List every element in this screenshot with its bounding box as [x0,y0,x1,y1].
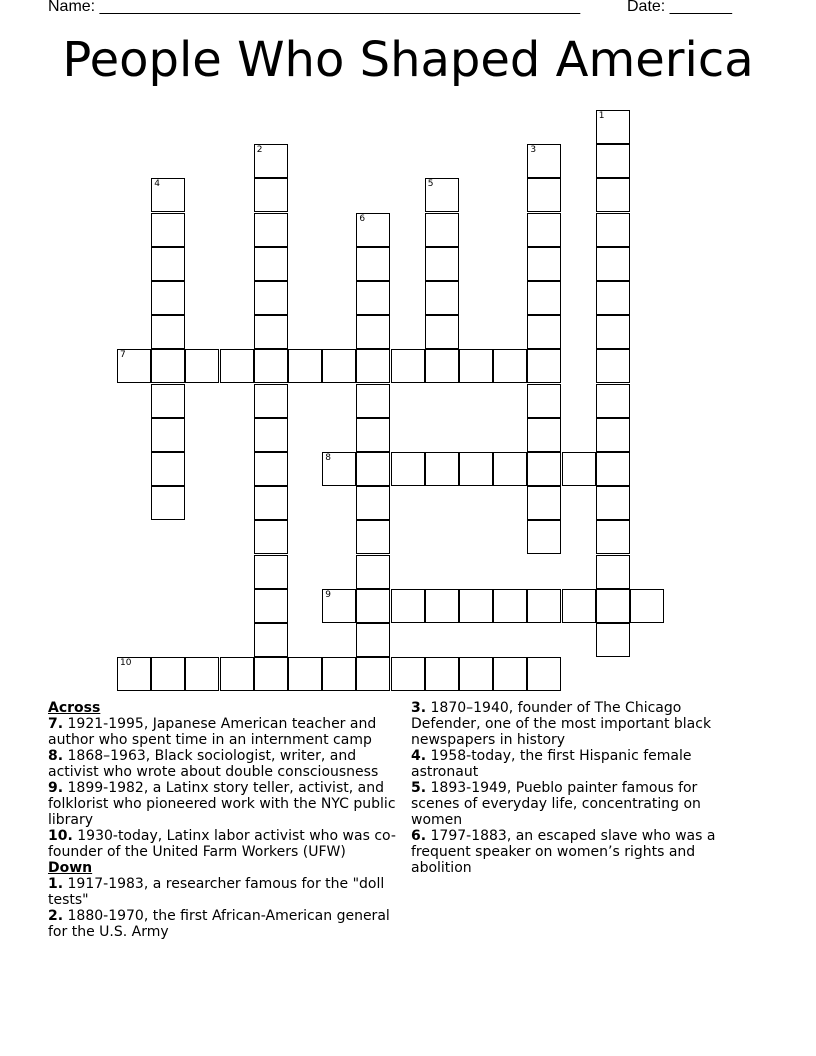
clue-number: 10. [48,828,73,844]
grid-cell[interactable] [220,349,254,383]
grid-cell[interactable] [596,144,630,178]
grid-cell[interactable] [288,349,322,383]
grid-cell[interactable] [391,452,425,486]
grid-cell[interactable] [596,452,630,486]
grid-cell[interactable] [356,623,390,657]
grid-cell[interactable] [254,657,288,691]
grid-cell[interactable] [425,213,459,247]
grid-cell[interactable] [527,486,561,520]
grid-cell[interactable] [356,315,390,349]
grid-cell[interactable] [391,657,425,691]
clue-item [411,748,741,780]
grid-cell[interactable] [527,589,561,623]
grid-cell[interactable] [356,213,390,247]
grid-cell[interactable] [527,144,561,178]
grid-cell[interactable] [356,384,390,418]
grid-cell[interactable] [562,452,596,486]
clue-text: 1880-1970, the first African-American general for the U.S. Army [48,908,390,940]
clue-text: 1870–1940, founder of The Chicago Defender, one of the most important black newspapers in history [411,700,712,748]
grid-cell[interactable] [356,589,390,623]
grid-cell[interactable] [151,349,185,383]
clue-item [411,700,741,748]
clue-number-label: 3 [530,145,537,156]
grid-cell[interactable] [356,349,390,383]
grid-cell[interactable] [527,657,561,691]
clue-text: 1958-today, the first Hispanic female astronaut [411,748,692,780]
grid-cell[interactable] [596,623,630,657]
grid-cell[interactable] [493,349,527,383]
grid-cell[interactable] [527,315,561,349]
grid-cell[interactable] [356,281,390,315]
clue-number: 4. [411,748,427,764]
grid-cell[interactable] [151,486,185,520]
grid-cell[interactable] [356,418,390,452]
grid-cell[interactable] [596,418,630,452]
grid-cell[interactable] [527,213,561,247]
grid-cell[interactable] [254,315,288,349]
grid-cell[interactable] [459,657,493,691]
clue-text: 1797-1883, an escaped slave who was a frequent speaker on women’s rights and abolition [411,828,716,876]
grid-cell[interactable] [391,589,425,623]
clue-text: 1921-1995, Japanese American teacher and author who spent time in an internment camp [48,716,377,748]
grid-cell[interactable] [596,555,630,589]
grid-cell[interactable] [596,213,630,247]
clue-text: 1899-1982, a Latinx story teller, activist, and folklorist who pioneered work with the NYC public library [48,780,396,828]
grid-cell[interactable] [151,384,185,418]
clue-number: 7. [48,716,64,732]
grid-cell[interactable] [254,384,288,418]
clue-number: 5. [411,780,427,796]
grid-cell[interactable] [596,110,630,144]
grid-cell[interactable] [151,418,185,452]
grid-cell[interactable] [288,657,322,691]
grid-cell[interactable] [527,418,561,452]
grid-cell[interactable] [322,452,356,486]
down-clue-list [48,876,398,940]
clue-number-label: 10 [120,658,132,669]
grid-cell[interactable] [254,520,288,554]
grid-cell[interactable] [322,589,356,623]
grid-cell[interactable] [425,589,459,623]
clue-number-label: 1 [598,111,605,121]
grid-cell[interactable] [254,178,288,212]
clue-number: 2. [48,908,64,924]
grid-cell[interactable] [254,589,288,623]
grid-cell[interactable] [596,520,630,554]
grid-cell[interactable] [459,589,493,623]
grid-cell[interactable] [493,657,527,691]
clue-item [48,828,398,860]
grid-cell[interactable] [151,657,185,691]
clue-number-label: 5 [427,179,434,190]
clue-number-label: 6 [359,213,366,224]
grid-cell[interactable] [391,349,425,383]
date-field[interactable]: Date: _______ [627,0,732,15]
clue-number: 9. [48,780,64,796]
grid-cell[interactable] [425,349,459,383]
grid-cell[interactable] [527,247,561,281]
grid-cell[interactable] [356,520,390,554]
grid-cell[interactable] [151,247,185,281]
clue-number-label: 8 [325,453,331,463]
clue-item [48,876,398,908]
grid-cell[interactable] [596,589,630,623]
grid-cell[interactable] [459,452,493,486]
grid-cell[interactable] [596,178,630,212]
clues-left-column [48,700,398,940]
clue-number-label: 4 [154,179,160,190]
grid-cell[interactable] [562,589,596,623]
clue-item [48,716,398,748]
across-clue-list [48,716,398,860]
clue-text: 1930-today, Latinx labor activist who was co-founder of the United Farm Workers (UFW) [48,828,396,860]
grid-cell[interactable] [596,486,630,520]
grid-cell[interactable] [151,213,185,247]
grid-cell[interactable] [493,589,527,623]
grid-cell[interactable] [254,281,288,315]
grid-cell[interactable] [596,315,630,349]
grid-cell[interactable] [459,349,493,383]
grid-cell[interactable] [596,247,630,281]
grid-cell[interactable] [151,178,185,212]
grid-cell[interactable] [254,213,288,247]
grid-cell[interactable] [254,418,288,452]
grid-cell[interactable] [356,555,390,589]
clue-number-label: 2 [256,145,263,156]
clue-number: 8. [48,748,64,764]
name-field[interactable]: Name: ______________________________________________________ [48,0,581,15]
grid-cell[interactable] [596,281,630,315]
clue-text: 1893-1949, Pueblo painter famous for scenes of everyday life, concentrating on women [411,780,701,828]
grid-cell[interactable] [356,486,390,520]
clue-item [48,780,398,828]
clue-text: 1917-1983, a researcher famous for the "doll tests" [48,876,385,908]
grid-cell[interactable] [254,452,288,486]
across-heading: Across [48,700,101,716]
grid-cell[interactable] [425,657,459,691]
page-title: People Who Shaped America [62,32,754,88]
grid-cell[interactable] [596,384,630,418]
grid-cell[interactable] [254,555,288,589]
clue-item [411,780,741,828]
grid-cell[interactable] [117,657,151,691]
grid-cell[interactable] [425,315,459,349]
grid-cell[interactable] [425,281,459,315]
grid-cell[interactable] [493,452,527,486]
grid-cell[interactable] [254,623,288,657]
clue-number: 6. [411,828,427,844]
grid-cell[interactable] [527,384,561,418]
grid-cell[interactable] [425,247,459,281]
grid-cell[interactable] [254,247,288,281]
grid-cell[interactable] [630,589,664,623]
grid-cell[interactable] [527,281,561,315]
grid-cell[interactable] [220,657,254,691]
grid-cell[interactable] [527,520,561,554]
clues-right-column [411,700,741,876]
clue-number: 1. [48,876,64,892]
grid-cell[interactable] [527,178,561,212]
clue-item [48,908,398,940]
grid-cell[interactable] [117,349,151,383]
grid-cell[interactable] [151,452,185,486]
clue-number: 3. [411,700,427,716]
grid-cell[interactable] [425,178,459,212]
grid-cell[interactable] [185,349,219,383]
grid-cell[interactable] [254,486,288,520]
down-heading: Down [48,860,93,876]
clue-item [48,748,398,780]
grid-cell[interactable] [151,281,185,315]
grid-cell[interactable] [254,349,288,383]
grid-cell[interactable] [527,452,561,486]
grid-cell[interactable] [151,315,185,349]
clue-text: 1868–1963, Black sociologist, writer, and activist who wrote about double consciousness [48,748,379,780]
grid-cell[interactable] [356,247,390,281]
grid-cell[interactable] [254,144,288,178]
clue-number-label: 7 [120,350,126,361]
grid-cell[interactable] [596,349,630,383]
grid-cell[interactable] [185,657,219,691]
grid-cell[interactable] [356,452,390,486]
grid-cell[interactable] [322,657,356,691]
clue-number-label: 9 [325,589,331,600]
grid-cell[interactable] [322,349,356,383]
grid-cell[interactable] [356,657,390,691]
down-clue-list-continued [411,700,741,876]
grid-cell[interactable] [425,452,459,486]
clue-item [411,828,741,876]
grid-cell[interactable] [527,349,561,383]
